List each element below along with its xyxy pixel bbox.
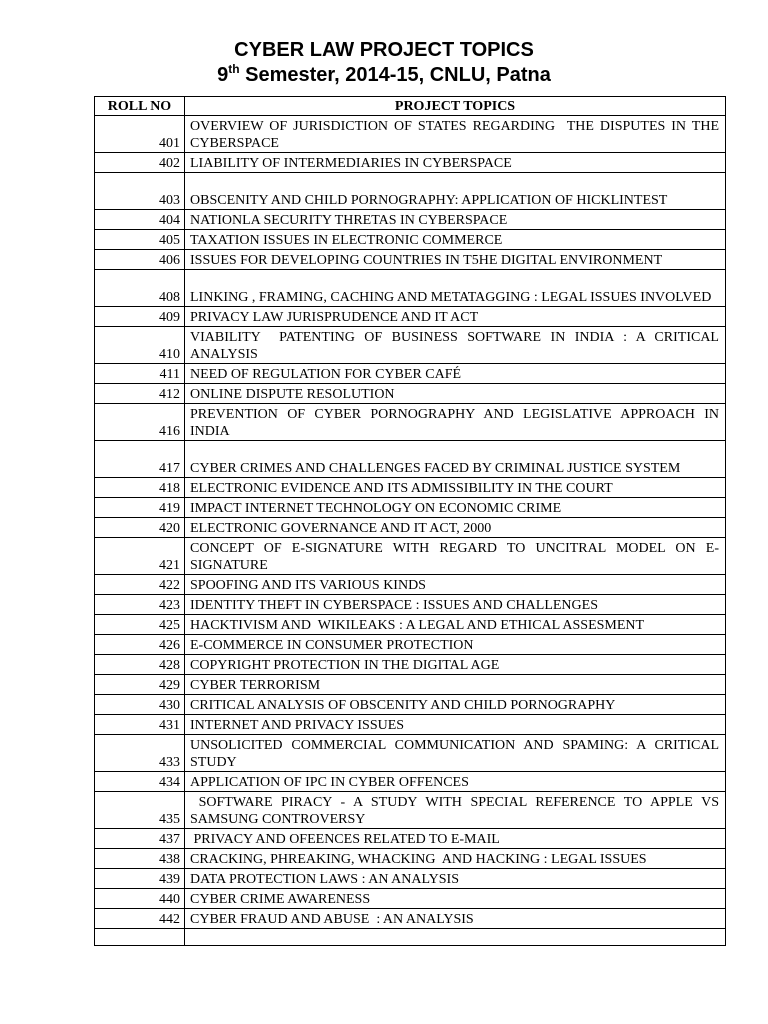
roll-number-cell: 404 bbox=[95, 210, 185, 230]
project-topic-cell: UNSOLICITED COMMERCIAL COMMUNICATION AND SPAMING: A CRITICAL STUDY bbox=[185, 735, 726, 772]
roll-number-cell: 429 bbox=[95, 675, 185, 695]
table-row bbox=[95, 364, 726, 384]
roll-number-cell: 410 bbox=[95, 327, 185, 364]
table-row bbox=[95, 327, 726, 364]
roll-number-cell: 402 bbox=[95, 153, 185, 173]
project-topic-cell: DATA PROTECTION LAWS : AN ANALYSIS bbox=[185, 869, 726, 889]
project-topic-cell: SOFTWARE PIRACY - A STUDY WITH SPECIAL REFERENCE TO APPLE VS SAMSUNG CONTROVERSY bbox=[185, 792, 726, 829]
empty-cell bbox=[95, 929, 185, 946]
roll-number-cell: 419 bbox=[95, 498, 185, 518]
table-row bbox=[95, 210, 726, 230]
project-topic-cell: TAXATION ISSUES IN ELECTRONIC COMMERCE bbox=[185, 230, 726, 250]
roll-number-cell: 437 bbox=[95, 829, 185, 849]
project-topic-cell: CRACKING, PHREAKING, WHACKING AND HACKING : LEGAL ISSUES bbox=[185, 849, 726, 869]
project-topic-cell: CYBER CRIMES AND CHALLENGES FACED BY CRIMINAL JUSTICE SYSTEM bbox=[185, 441, 726, 478]
table-row bbox=[95, 715, 726, 735]
roll-number-cell: 416 bbox=[95, 404, 185, 441]
semester-ordinal-suffix: th bbox=[228, 62, 240, 76]
header-roll-no: ROLL NO bbox=[95, 97, 185, 116]
table-row bbox=[95, 772, 726, 792]
table-row bbox=[95, 153, 726, 173]
table-row bbox=[95, 575, 726, 595]
table-row bbox=[95, 307, 726, 327]
project-topic-cell: PREVENTION OF CYBER PORNOGRAPHY AND LEGISLATIVE APPROACH IN INDIA bbox=[185, 404, 726, 441]
project-topic-cell: APPLICATION OF IPC IN CYBER OFFENCES bbox=[185, 772, 726, 792]
roll-number-cell: 422 bbox=[95, 575, 185, 595]
project-topic-cell: ISSUES FOR DEVELOPING COUNTRIES IN T5HE DIGITAL ENVIRONMENT bbox=[185, 250, 726, 270]
document-title bbox=[0, 38, 768, 88]
roll-number-cell: 426 bbox=[95, 635, 185, 655]
roll-number-cell: 403 bbox=[95, 173, 185, 210]
table-body bbox=[95, 116, 726, 929]
table-row bbox=[95, 173, 726, 210]
roll-number-cell: 438 bbox=[95, 849, 185, 869]
table-row bbox=[95, 538, 726, 575]
roll-number-cell: 417 bbox=[95, 441, 185, 478]
roll-number-cell: 434 bbox=[95, 772, 185, 792]
table-row bbox=[95, 498, 726, 518]
project-topics-table bbox=[94, 96, 726, 946]
roll-number-cell: 430 bbox=[95, 695, 185, 715]
roll-number-cell: 421 bbox=[95, 538, 185, 575]
empty-cell bbox=[185, 929, 726, 946]
roll-number-cell: 442 bbox=[95, 909, 185, 929]
project-topic-cell: LIABILITY OF INTERMEDIARIES IN CYBERSPACE bbox=[185, 153, 726, 173]
table-row bbox=[95, 635, 726, 655]
table-row bbox=[95, 404, 726, 441]
project-topic-cell: HACKTIVISM AND WIKILEAKS : A LEGAL AND ETHICAL ASSESMENT bbox=[185, 615, 726, 635]
table-row bbox=[95, 518, 726, 538]
table-row bbox=[95, 615, 726, 635]
project-topic-cell: ONLINE DISPUTE RESOLUTION bbox=[185, 384, 726, 404]
table-row bbox=[95, 384, 726, 404]
table-row bbox=[95, 655, 726, 675]
project-topic-cell: IMPACT INTERNET TECHNOLOGY ON ECONOMIC CRIME bbox=[185, 498, 726, 518]
roll-number-cell: 406 bbox=[95, 250, 185, 270]
table-header-row bbox=[95, 97, 726, 116]
roll-number-cell: 412 bbox=[95, 384, 185, 404]
table-row bbox=[95, 478, 726, 498]
roll-number-cell: 440 bbox=[95, 889, 185, 909]
project-topic-cell: CYBER CRIME AWARENESS bbox=[185, 889, 726, 909]
table-row bbox=[95, 735, 726, 772]
project-topic-cell: PRIVACY AND OFEENCES RELATED TO E-MAIL bbox=[185, 829, 726, 849]
title-line-1: CYBER LAW PROJECT TOPICS bbox=[234, 39, 534, 61]
roll-number-cell: 425 bbox=[95, 615, 185, 635]
table-row bbox=[95, 230, 726, 250]
project-topic-cell: ELECTRONIC GOVERNANCE AND IT ACT, 2000 bbox=[185, 518, 726, 538]
table-empty-row bbox=[95, 929, 726, 946]
roll-number-cell: 435 bbox=[95, 792, 185, 829]
table-row bbox=[95, 869, 726, 889]
project-topic-cell: OBSCENITY AND CHILD PORNOGRAPHY: APPLICATION OF HICKLINTEST bbox=[185, 173, 726, 210]
roll-number-cell: 433 bbox=[95, 735, 185, 772]
project-topic-cell: E-COMMERCE IN CONSUMER PROTECTION bbox=[185, 635, 726, 655]
table-row bbox=[95, 695, 726, 715]
roll-number-cell: 405 bbox=[95, 230, 185, 250]
project-topic-cell: VIABILITY PATENTING OF BUSINESS SOFTWARE IN INDIA : A CRITICAL ANALYSIS bbox=[185, 327, 726, 364]
table-row bbox=[95, 595, 726, 615]
table-row bbox=[95, 792, 726, 829]
project-topic-cell: SPOOFING AND ITS VARIOUS KINDS bbox=[185, 575, 726, 595]
roll-number-cell: 411 bbox=[95, 364, 185, 384]
roll-number-cell: 408 bbox=[95, 270, 185, 307]
roll-number-cell: 420 bbox=[95, 518, 185, 538]
project-topic-cell: ELECTRONIC EVIDENCE AND ITS ADMISSIBILITY IN THE COURT bbox=[185, 478, 726, 498]
project-topic-cell: CONCEPT OF E-SIGNATURE WITH REGARD TO UNCITRAL MODEL ON E-SIGNATURE bbox=[185, 538, 726, 575]
roll-number-cell: 409 bbox=[95, 307, 185, 327]
project-topic-cell: INTERNET AND PRIVACY ISSUES bbox=[185, 715, 726, 735]
table-row bbox=[95, 116, 726, 153]
table-row bbox=[95, 270, 726, 307]
project-topic-cell: OVERVIEW OF JURISDICTION OF STATES REGARDING THE DISPUTES IN THE CYBERSPACE bbox=[185, 116, 726, 153]
roll-number-cell: 418 bbox=[95, 478, 185, 498]
semester-details: Semester, 2014-15, CNLU, Patna bbox=[239, 64, 551, 86]
project-topic-cell: NATIONLA SECURITY THRETAS IN CYBERSPACE bbox=[185, 210, 726, 230]
project-topic-cell: CYBER TERRORISM bbox=[185, 675, 726, 695]
semester-number: 9 bbox=[217, 64, 229, 86]
roll-number-cell: 431 bbox=[95, 715, 185, 735]
table-row bbox=[95, 909, 726, 929]
table-row bbox=[95, 889, 726, 909]
table-row bbox=[95, 250, 726, 270]
roll-number-cell: 401 bbox=[95, 116, 185, 153]
project-topic-cell: LINKING , FRAMING, CACHING AND METATAGGING : LEGAL ISSUES INVOLVED bbox=[185, 270, 726, 307]
roll-number-cell: 423 bbox=[95, 595, 185, 615]
table-row bbox=[95, 441, 726, 478]
roll-number-cell: 439 bbox=[95, 869, 185, 889]
table-row bbox=[95, 829, 726, 849]
table-row bbox=[95, 675, 726, 695]
roll-number-cell: 428 bbox=[95, 655, 185, 675]
project-topic-cell: COPYRIGHT PROTECTION IN THE DIGITAL AGE bbox=[185, 655, 726, 675]
project-topic-cell: CYBER FRAUD AND ABUSE : AN ANALYSIS bbox=[185, 909, 726, 929]
title-line-2 bbox=[0, 63, 768, 88]
project-topic-cell: IDENTITY THEFT IN CYBERSPACE : ISSUES AND CHALLENGES bbox=[185, 595, 726, 615]
header-project-topics: PROJECT TOPICS bbox=[185, 97, 726, 116]
project-topic-cell: CRITICAL ANALYSIS OF OBSCENITY AND CHILD PORNOGRAPHY bbox=[185, 695, 726, 715]
table-row bbox=[95, 849, 726, 869]
project-topic-cell: PRIVACY LAW JURISPRUDENCE AND IT ACT bbox=[185, 307, 726, 327]
project-topic-cell: NEED OF REGULATION FOR CYBER CAFÉ bbox=[185, 364, 726, 384]
